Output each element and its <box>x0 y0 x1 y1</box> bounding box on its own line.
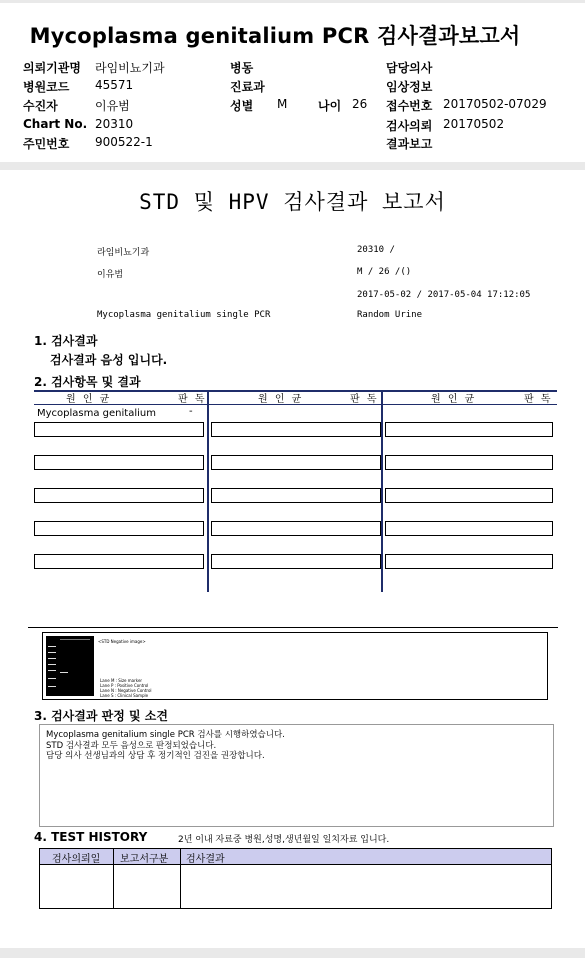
report-institution: 라임비뇨기과 <box>97 248 150 258</box>
result-cell <box>211 521 381 536</box>
section1-result: 검사결과 음성 입니다. <box>50 353 168 367</box>
receipt-no-value: 20170502-07029 <box>443 97 547 111</box>
history-header-row <box>40 849 551 865</box>
age-value: 26 <box>352 97 368 111</box>
result-organism-name: Mycoplasma genitalium <box>37 408 156 419</box>
result-cell <box>34 455 204 470</box>
gel-legend-item: Lane N : Negative Control <box>100 688 152 693</box>
clinical-info-label: 임상정보 <box>386 80 433 94</box>
sex-label: 성별 <box>230 99 254 113</box>
report-title: STD 및 HPV 검사결과 보고서 <box>139 190 446 214</box>
resident-no-label: 주민번호 <box>23 137 70 151</box>
result-cell <box>34 521 204 536</box>
report-chart: 20310 / <box>357 245 395 255</box>
result-cell <box>211 554 381 569</box>
hospital-code-value: 45571 <box>95 78 134 92</box>
doctor-label: 담당의사 <box>386 61 433 75</box>
result-reading: - <box>189 406 193 417</box>
result-cell <box>385 422 553 437</box>
receipt-no-label: 접수번호 <box>386 99 433 113</box>
result-cell <box>385 488 553 503</box>
result-cell <box>385 554 553 569</box>
result-cell <box>34 554 204 569</box>
history-col-result: 검사결과 <box>186 854 225 865</box>
result-cell <box>34 422 204 437</box>
result-cell <box>385 455 553 470</box>
gel-legend-item: Lane M : Size marker <box>100 678 143 683</box>
age-label: 나이 <box>318 99 342 113</box>
report-patient: 이유범 <box>97 270 124 280</box>
opinion-line: Mycoplasma genitalium single PCR 검사를 시행하였습니다. <box>46 730 285 740</box>
section-separator <box>0 162 585 170</box>
history-col-request-date: 검사의뢰일 <box>52 854 101 865</box>
col-header-organism-2: 원 인 균 <box>258 394 304 405</box>
col-header-reading-3: 판 독 <box>524 394 553 405</box>
results-column-divider <box>381 392 383 592</box>
result-cell <box>34 488 204 503</box>
result-cell <box>211 488 381 503</box>
horizontal-divider <box>28 627 558 628</box>
history-note: 2년 이내 자료중 병원,성명,생년월일 일치자료 입니다. <box>178 835 390 845</box>
section4-heading: 4. TEST HISTORY <box>34 830 148 844</box>
institution-label: 의뢰기관명 <box>23 61 81 75</box>
patient-label: 수진자 <box>23 99 58 113</box>
resident-no-value: 900522-1 <box>95 135 153 149</box>
col-header-organism-3: 원 인 균 <box>431 394 477 405</box>
section3-heading: 3. 검사결과 판정 및 소견 <box>34 709 168 723</box>
sex-value: M <box>277 97 288 111</box>
section1-heading: 1. 검사결과 <box>34 334 98 348</box>
request-date-label: 검사의뢰 <box>386 119 433 133</box>
ward-label: 병동 <box>230 61 254 75</box>
gel-electrophoresis-image <box>46 636 94 696</box>
result-cell <box>211 422 381 437</box>
chart-no-value: 20310 <box>95 117 134 131</box>
col-header-reading-1: 판 독 <box>178 394 207 405</box>
section2-heading: 2. 검사항목 및 결과 <box>34 375 141 389</box>
history-col-report-type: 보고서구분 <box>120 854 169 865</box>
results-column-divider <box>207 392 209 592</box>
report-sex-age: M / 26 /() <box>357 267 412 277</box>
gel-legend-item: Lane S : Clinical Sample <box>100 693 149 698</box>
history-column-divider <box>180 849 181 908</box>
chart-no-label: Chart No. <box>23 117 88 131</box>
gel-legend-item: Lane P : Positive Control <box>100 683 149 688</box>
result-cell <box>211 455 381 470</box>
department-label: 진료과 <box>230 80 265 94</box>
patient-value: 이유범 <box>95 99 130 113</box>
gel-image-caption: <STD Negative image> <box>98 639 146 644</box>
col-header-reading-2: 판 독 <box>350 394 379 405</box>
report-dates: 2017-05-02 / 2017-05-04 17:12:05 <box>357 290 531 300</box>
history-table <box>39 848 552 909</box>
opinion-line: STD 검사결과 모두 음성으로 판정되었습니다. <box>46 741 217 751</box>
page-title: Mycoplasma genitalium PCR 검사결과보고서 <box>29 24 521 48</box>
result-cell <box>385 521 553 536</box>
opinion-line: 담당 의사 선생님과의 상담 후 정기적인 검진을 권장합니다. <box>46 751 265 761</box>
page-footer-band <box>0 948 585 958</box>
report-test-name: Mycoplasma genitalium single PCR <box>97 310 271 320</box>
request-date-value: 20170502 <box>443 117 505 131</box>
report-date-label: 결과보고 <box>386 137 433 151</box>
report-specimen: Random Urine <box>357 310 423 320</box>
history-column-divider <box>113 849 114 908</box>
col-header-organism-1: 원 인 균 <box>66 394 112 405</box>
institution-value: 라임비뇨기과 <box>95 61 165 75</box>
hospital-code-label: 병원코드 <box>23 80 70 94</box>
